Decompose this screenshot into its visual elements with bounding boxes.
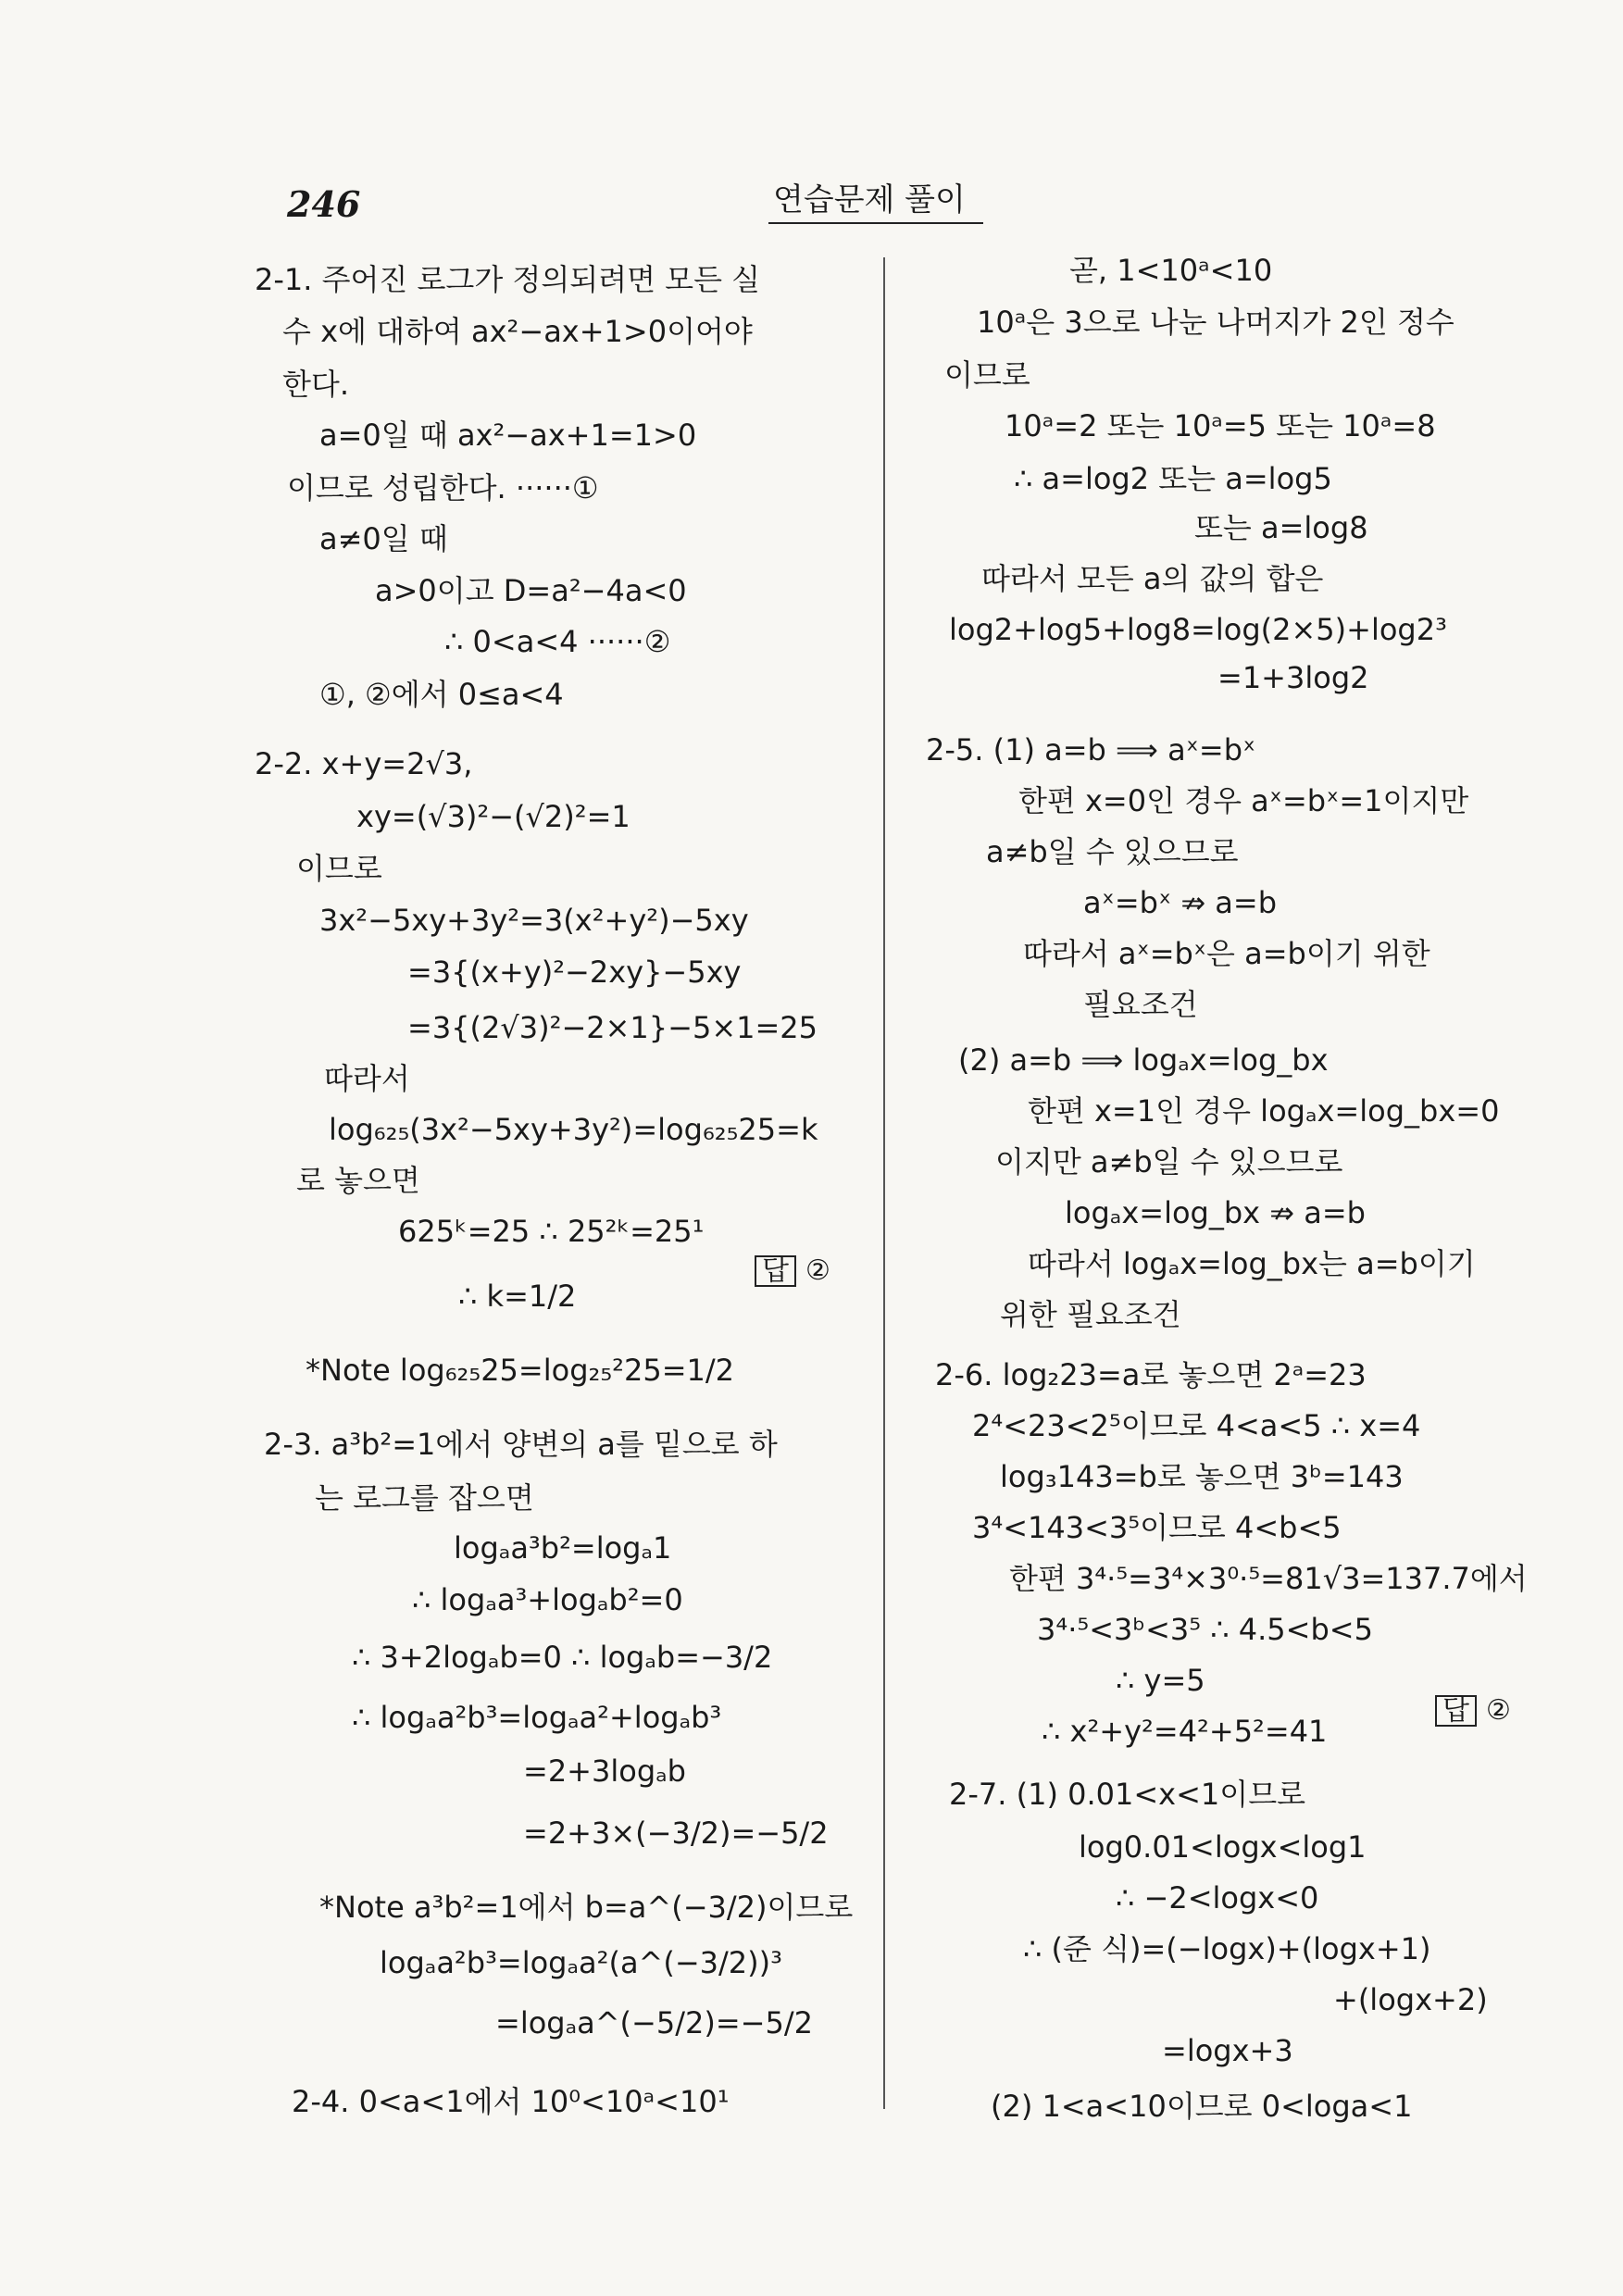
left-line: log₆₂₅(3x²−5xy+3y²)=log₆₂₅25=k	[329, 1112, 818, 1147]
right-line: 한편 x=0인 경우 aˣ=bˣ=1이지만	[1018, 783, 1469, 818]
right-line: a≠b일 수 있으므로	[986, 834, 1239, 869]
right-line: 필요조건	[1083, 987, 1198, 1022]
left-line: *Note a³b²=1에서 b=a^(−3/2)이므로	[319, 1890, 854, 1925]
right-line: =logx+3	[1162, 2033, 1293, 2068]
left-line: 로 놓으면	[296, 1163, 420, 1198]
page-title: 연습문제 풀이	[773, 181, 966, 218]
left-line: 2-2. x+y=2√3,	[255, 746, 473, 781]
left-line: logₐa²b³=logₐa²(a^(−3/2))³	[380, 1945, 782, 1980]
right-line: (2) a=b ⟹ logₐx=log_bx	[958, 1042, 1329, 1078]
right-line: 곧, 1<10ᵃ<10	[1069, 253, 1273, 288]
left-line: 한다.	[282, 367, 349, 402]
right-line: =1+3log2	[1217, 660, 1369, 695]
left-line: 2-1. 주어진 로그가 정의되려면 모든 실	[255, 262, 761, 297]
right-line: log0.01<logx<log1	[1079, 1829, 1367, 1865]
right-line: aˣ=bˣ ⇏ a=b	[1083, 885, 1278, 920]
answer-box: 답	[755, 1255, 796, 1287]
right-line: ∴ y=5	[1116, 1663, 1205, 1698]
column-divider	[883, 257, 885, 2109]
left-line: =logₐa^(−5/2)=−5/2	[495, 2005, 813, 2040]
answer-value: ②	[1485, 1694, 1511, 1727]
page-number: 246	[287, 183, 361, 225]
left-line: 는 로그를 잡으면	[315, 1480, 534, 1516]
left-line: logₐa³b²=logₐ1	[454, 1530, 672, 1566]
left-line: ∴ k=1/2	[458, 1279, 577, 1314]
right-line: 이므로	[944, 357, 1030, 393]
left-line: =3{(2√3)²−2×1}−5×1=25	[407, 1010, 818, 1045]
right-line: ∴ (준 식)=(−logx)+(logx+1)	[1023, 1931, 1431, 1966]
left-line: *Note log₆₂₅25=log₂₅²25=1/2	[306, 1353, 735, 1388]
left-line: 625ᵏ=25 ∴ 25²ᵏ=25¹	[398, 1214, 705, 1249]
left-line: 따라서	[324, 1061, 410, 1096]
left-line: 이므로 성립한다. ······①	[287, 470, 599, 505]
right-line: 한편 3⁴·⁵=3⁴×3⁰·⁵=81√3=137.7에서	[1009, 1561, 1528, 1596]
right-line: +(logx+2)	[1333, 1982, 1488, 2017]
right-line: ∴ −2<logx<0	[1116, 1880, 1319, 1915]
answer-mark	[755, 1254, 830, 1287]
right-line: 10ᵃ은 3으로 나눈 나머지가 2인 정수	[977, 305, 1454, 340]
right-line: (2) 1<a<10이므로 0<loga<1	[991, 2089, 1413, 2124]
left-line: =2+3logₐb	[523, 1753, 686, 1789]
answer-box: 답	[1435, 1695, 1477, 1727]
right-line: 2-7. (1) 0.01<x<1이므로	[949, 1777, 1306, 1812]
left-line: a≠0일 때	[319, 521, 448, 556]
right-line: logₐx=log_bx ⇏ a=b	[1065, 1195, 1366, 1230]
right-line: ∴ a=log2 또는 a=log5	[1014, 461, 1332, 496]
left-line: 수 x에 대하여 ax²−ax+1>0이어야	[282, 314, 753, 349]
answer-mark	[1435, 1694, 1511, 1727]
left-line: =3{(x+y)²−2xy}−5xy	[407, 955, 742, 990]
title-underline	[768, 222, 983, 224]
right-line: 따라서 모든 a의 값의 합은	[981, 561, 1324, 596]
left-line: a=0일 때 ax²−ax+1=1>0	[319, 418, 697, 453]
right-line: 또는 a=log8	[1194, 510, 1368, 545]
left-line: xy=(√3)²−(√2)²=1	[356, 799, 630, 834]
right-line: 2⁴<23<2⁵이므로 4<a<5 ∴ x=4	[972, 1408, 1421, 1443]
right-line: 따라서 aˣ=bˣ은 a=b이기 위한	[1023, 936, 1430, 971]
left-line: ∴ 0<a<4 ······②	[444, 624, 671, 659]
left-line: a>0이고 D=a²−4a<0	[375, 573, 687, 608]
right-line: 10ᵃ=2 또는 10ᵃ=5 또는 10ᵃ=8	[1005, 408, 1436, 443]
right-line: log₃143=b로 놓으면 3ᵇ=143	[1000, 1459, 1404, 1494]
left-line: ∴ logₐa³+logₐb²=0	[412, 1582, 683, 1617]
right-line: 3⁴<143<3⁵이므로 4<b<5	[972, 1510, 1342, 1545]
left-line: =2+3×(−3/2)=−5/2	[523, 1816, 829, 1851]
left-line: ∴ 3+2logₐb=0 ∴ logₐb=−3/2	[352, 1640, 773, 1675]
right-line: 2-5. (1) a=b ⟹ aˣ=bˣ	[926, 732, 1256, 767]
left-line: 이므로	[296, 851, 382, 886]
left-line: 3x²−5xy+3y²=3(x²+y²)−5xy	[319, 903, 749, 938]
answer-value: ②	[805, 1254, 830, 1287]
right-line: 2-6. log₂23=a로 놓으면 2ᵃ=23	[935, 1357, 1367, 1392]
right-line: 3⁴·⁵<3ᵇ<3⁵ ∴ 4.5<b<5	[1037, 1612, 1373, 1647]
right-line: ∴ x²+y²=4²+5²=41	[1042, 1714, 1328, 1749]
right-line: log2+log5+log8=log(2×5)+log2³	[949, 612, 1447, 647]
left-line: ∴ logₐa²b³=logₐa²+logₐb³	[352, 1700, 722, 1735]
left-line: 2-4. 0<a<1에서 10⁰<10ᵃ<10¹	[292, 2084, 730, 2119]
left-line: 2-3. a³b²=1에서 양변의 a를 밑으로 하	[264, 1427, 778, 1462]
right-line: 위한 필요조건	[1000, 1297, 1181, 1332]
left-line: ①, ②에서 0≤a<4	[319, 677, 564, 712]
right-line: 이지만 a≠b일 수 있으므로	[995, 1144, 1343, 1179]
right-line: 따라서 logₐx=log_bx는 a=b이기	[1028, 1246, 1476, 1281]
right-line: 한편 x=1인 경우 logₐx=log_bx=0	[1028, 1093, 1500, 1129]
